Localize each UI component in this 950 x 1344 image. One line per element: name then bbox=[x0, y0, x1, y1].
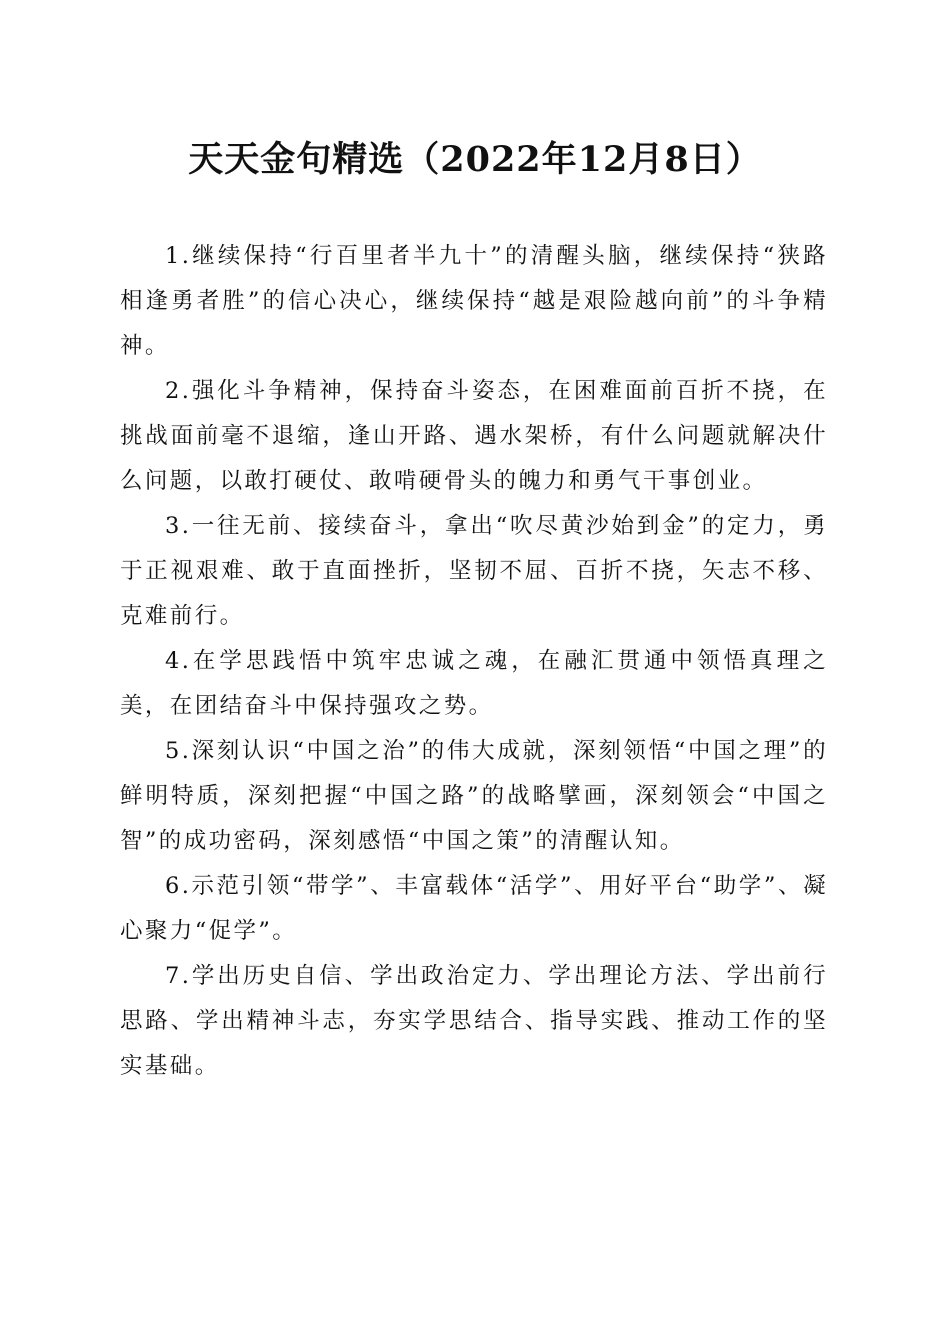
quote-item-7: 7.学出历史自信、学出政治定力、学出理论方法、学出前行思路、学出精神斗志，夯实学思结合、指导实践、推动工作的坚实基础。 bbox=[120, 963, 828, 1079]
quote-item-6: 6.示范引领“带学”、丰富载体“活学”、用好平台“助学”、凝心聚力“促学”。 bbox=[120, 873, 828, 944]
quote-item-2: 2.强化斗争精神，保持奋斗姿态，在困难面前百折不挠，在挑战面前毫不退缩，逢山开路、遇水架桥，有什么问题就解决什么问题，以敢打硬仗、敢啃硬骨头的魄力和勇气干事创业。 bbox=[120, 378, 828, 494]
document-body bbox=[120, 234, 828, 1089]
quote-item-3: 3.一往无前、接续奋斗，拿出“吹尽黄沙始到金”的定力，勇于正视艰难、敢于直面挫折，坚韧不屈、百折不挠，矢志不移、克难前行。 bbox=[120, 513, 828, 629]
document-title: 天天金句精选（2022年12月8日） bbox=[188, 139, 762, 180]
quote-item-1: 1.继续保持“行百里者半九十”的清醒头脑，继续保持“狭路相逢勇者胜”的信心决心，继续保持“越是艰险越向前”的斗争精神。 bbox=[120, 243, 828, 359]
quote-item-4: 4.在学思践悟中筑牢忠诚之魂，在融汇贯通中领悟真理之美，在团结奋斗中保持强攻之势。 bbox=[120, 648, 828, 719]
quote-item-5: 5.深刻认识“中国之治”的伟大成就，深刻领悟“中国之理”的鲜明特质，深刻把握“中国之路”的战略擘画，深刻领会“中国之智”的成功密码，深刻感悟“中国之策”的清醒认知。 bbox=[120, 738, 828, 854]
